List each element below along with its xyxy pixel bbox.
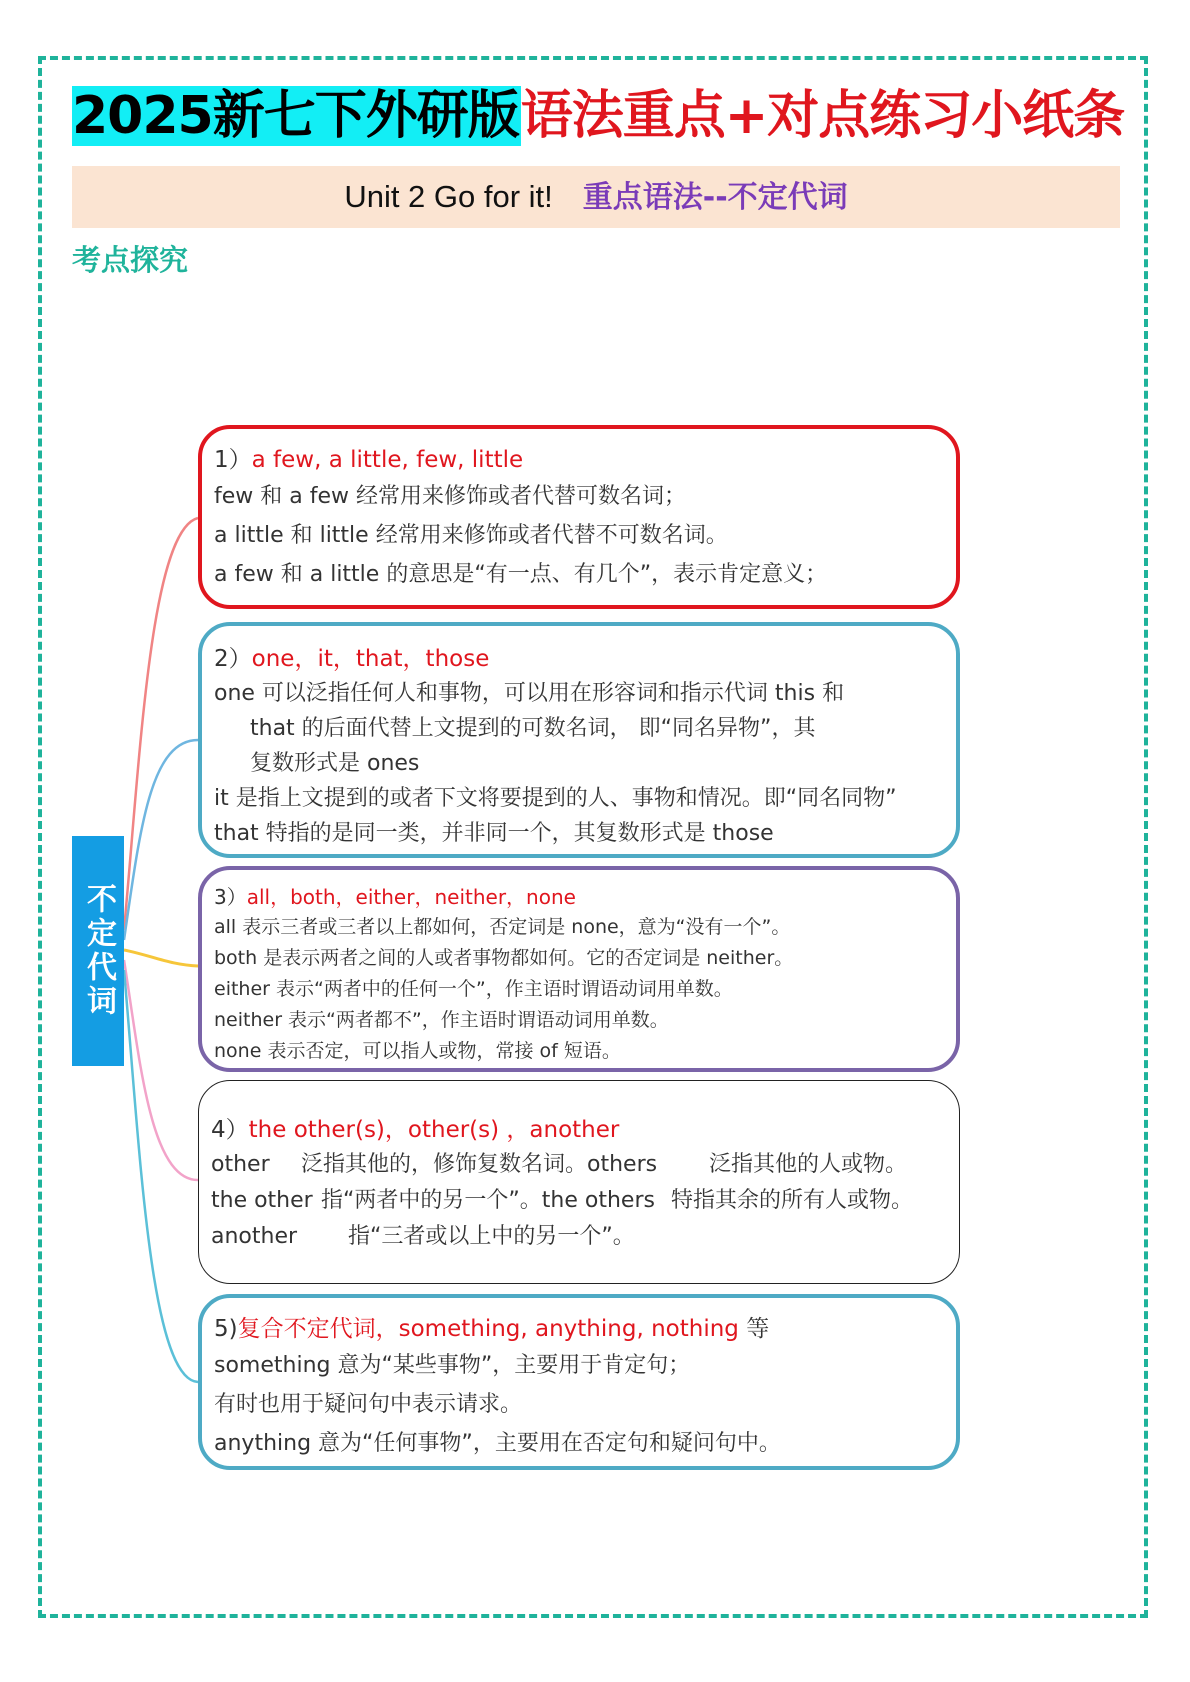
section-heading: 考点探究: [72, 243, 189, 277]
connector-3: [124, 950, 198, 966]
mindmap-root: 不定代词: [72, 836, 124, 1066]
grammar-topic: 重点语法--不定代词: [582, 180, 848, 215]
box-number: 5): [214, 1316, 238, 1342]
title-rest: 语法重点+对点练习小纸条: [520, 86, 1125, 146]
row-desc: 泛指其他的，修饰复数名词。others: [301, 1152, 658, 1177]
box-heading: [211, 1113, 947, 1147]
box-line: that 的后面代替上文提到的可数名词， 即“同名异物”，其: [250, 716, 816, 741]
row-term: another: [211, 1224, 298, 1249]
box-heading-text: one，it，that，those: [251, 646, 490, 672]
box-other-another: [198, 1080, 960, 1284]
box-heading: [214, 882, 944, 912]
box-line: one 可以泛指任何人和事物，可以用在形容词和指示代词 this 和: [214, 681, 845, 706]
box-line: it 是指上文提到的或者下文将要提到的人、事物和情况。即“同名同物”: [214, 786, 897, 811]
box-line: few 和 a few 经常用来修饰或者代替可数名词；: [214, 484, 687, 509]
box-number: 3）: [214, 885, 247, 909]
box-all-both-either: [198, 866, 960, 1072]
row-desc: 指“两者中的另一个”。the others: [321, 1188, 655, 1213]
title-highlight: 2025新七下外研版: [72, 86, 519, 146]
unit-name: Unit 2 Go for it!: [344, 179, 553, 214]
row-term: the other: [211, 1188, 313, 1213]
box-line: both 是表示两者之间的人或者事物都如何。它的否定词是 neither。: [214, 947, 794, 969]
box-line: that 特指的是同一类，并非同一个，其复数形式是 those: [214, 821, 774, 846]
box-line: 复数形式是 ones: [250, 751, 420, 776]
row-desc2: 特指其余的所有人或物。: [671, 1188, 914, 1213]
box-one-it-that-those: [198, 622, 960, 858]
row-term: other: [211, 1152, 270, 1177]
box-line: a few 和 a little 的意思是“有一点、有几个”，表示肯定意义；: [214, 562, 828, 587]
box-heading-tail: 等: [738, 1316, 770, 1342]
box-heading-text: a few, a little, few, little: [251, 447, 524, 473]
box-line: a little 和 little 经常用来修饰或者代替不可数名词。: [214, 523, 728, 548]
box-line: something 意为“某些事物”，主要用于肯定句；: [214, 1353, 691, 1378]
box-heading-text: the other(s)，other(s) ，another: [248, 1117, 620, 1143]
box-row: [211, 1183, 947, 1219]
box-number: 2）: [214, 646, 252, 672]
box-heading: [214, 1312, 944, 1346]
box-few-little: [198, 425, 960, 609]
box-line: none 表示否定，可以指人或物，常接 of 短语。: [214, 1040, 621, 1062]
box-heading: [214, 642, 944, 676]
box-line: neither 表示“两者都不”，作主语时谓语动词用单数。: [214, 1009, 669, 1031]
box-heading-text: 复合不定代词，something, anything, nothing: [237, 1316, 739, 1342]
box-number: 1）: [214, 447, 252, 473]
row-desc: 指“三者或以上中的另一个”。: [348, 1224, 635, 1249]
box-compound-pronouns: [198, 1294, 960, 1470]
box-heading: [214, 443, 944, 477]
box-line: 有时也用于疑问句中表示请求。: [214, 1392, 523, 1417]
box-line: anything 意为“任何事物”，主要用在否定句和疑问句中。: [214, 1431, 781, 1456]
box-line: all 表示三者或三者以上都如何，否定词是 none，意为“没有一个”。: [214, 916, 791, 938]
row-desc2: 泛指其他的人或物。: [709, 1152, 908, 1177]
connector-4: [124, 960, 198, 1180]
box-row: [211, 1147, 947, 1183]
box-row: [211, 1219, 947, 1255]
box-number: 4）: [211, 1117, 249, 1143]
connector-2: [124, 740, 198, 940]
box-line: either 表示“两者中的任何一个”，作主语时谓语动词用单数。: [214, 978, 733, 1000]
box-heading-text: all，both，either，neither，none: [246, 885, 576, 909]
